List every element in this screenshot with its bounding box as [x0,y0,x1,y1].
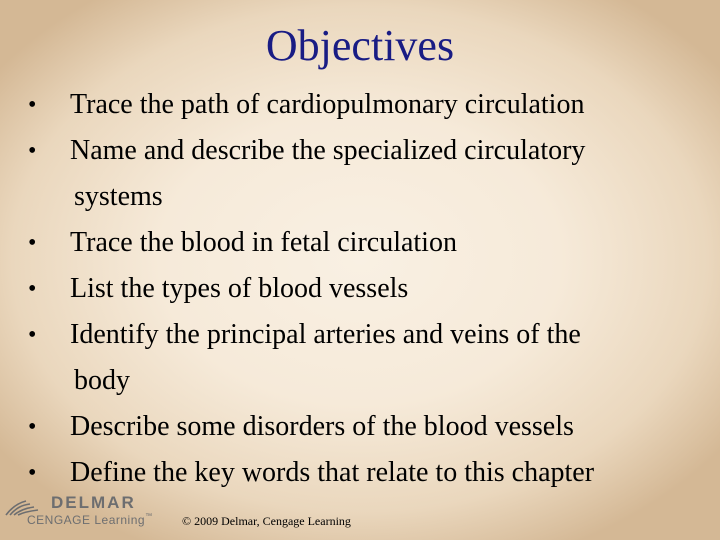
list-item [28,82,708,128]
list-item-text-continuation: systems [74,181,163,212]
list-item [28,404,708,450]
bullet-icon: • [28,276,37,302]
slide-title: Objectives [265,21,455,70]
objectives-list [28,82,708,496]
list-item [28,128,708,220]
bullet-icon: • [28,460,37,486]
list-item [28,220,708,266]
list-item [28,266,708,312]
bullet-icon: • [28,322,37,348]
list-item-text: Trace the blood in fetal circulation [70,227,457,258]
list-item-text: List the types of blood vessels [70,273,409,304]
bullet-icon: • [28,92,37,118]
list-item-text: Trace the path of cardiopulmonary circulation [70,89,585,120]
logo-tagline-text: CENGAGE Learning [27,513,146,527]
list-item [28,312,708,404]
bullet-icon: • [28,414,37,440]
delmar-cengage-logo [4,492,179,532]
list-item-text: Identify the principal arteries and veins of the [70,319,581,350]
list-item-text: Define the key words that relate to this chapter [70,457,595,488]
list-item-text: Name and describe the specialized circulatory [70,135,586,166]
list-item-text: Describe some disorders of the blood vessels [70,411,574,442]
list-item [28,450,708,496]
copyright-notice: © 2009 Delmar, Cengage Learning [182,514,351,528]
trademark-mark: ™ [145,513,153,520]
logo-tagline [27,513,153,527]
bullet-icon: • [28,230,37,256]
logo-wordmark: DELMAR [51,493,136,512]
list-item-text-continuation: body [74,365,130,396]
bullet-icon: • [28,138,37,164]
